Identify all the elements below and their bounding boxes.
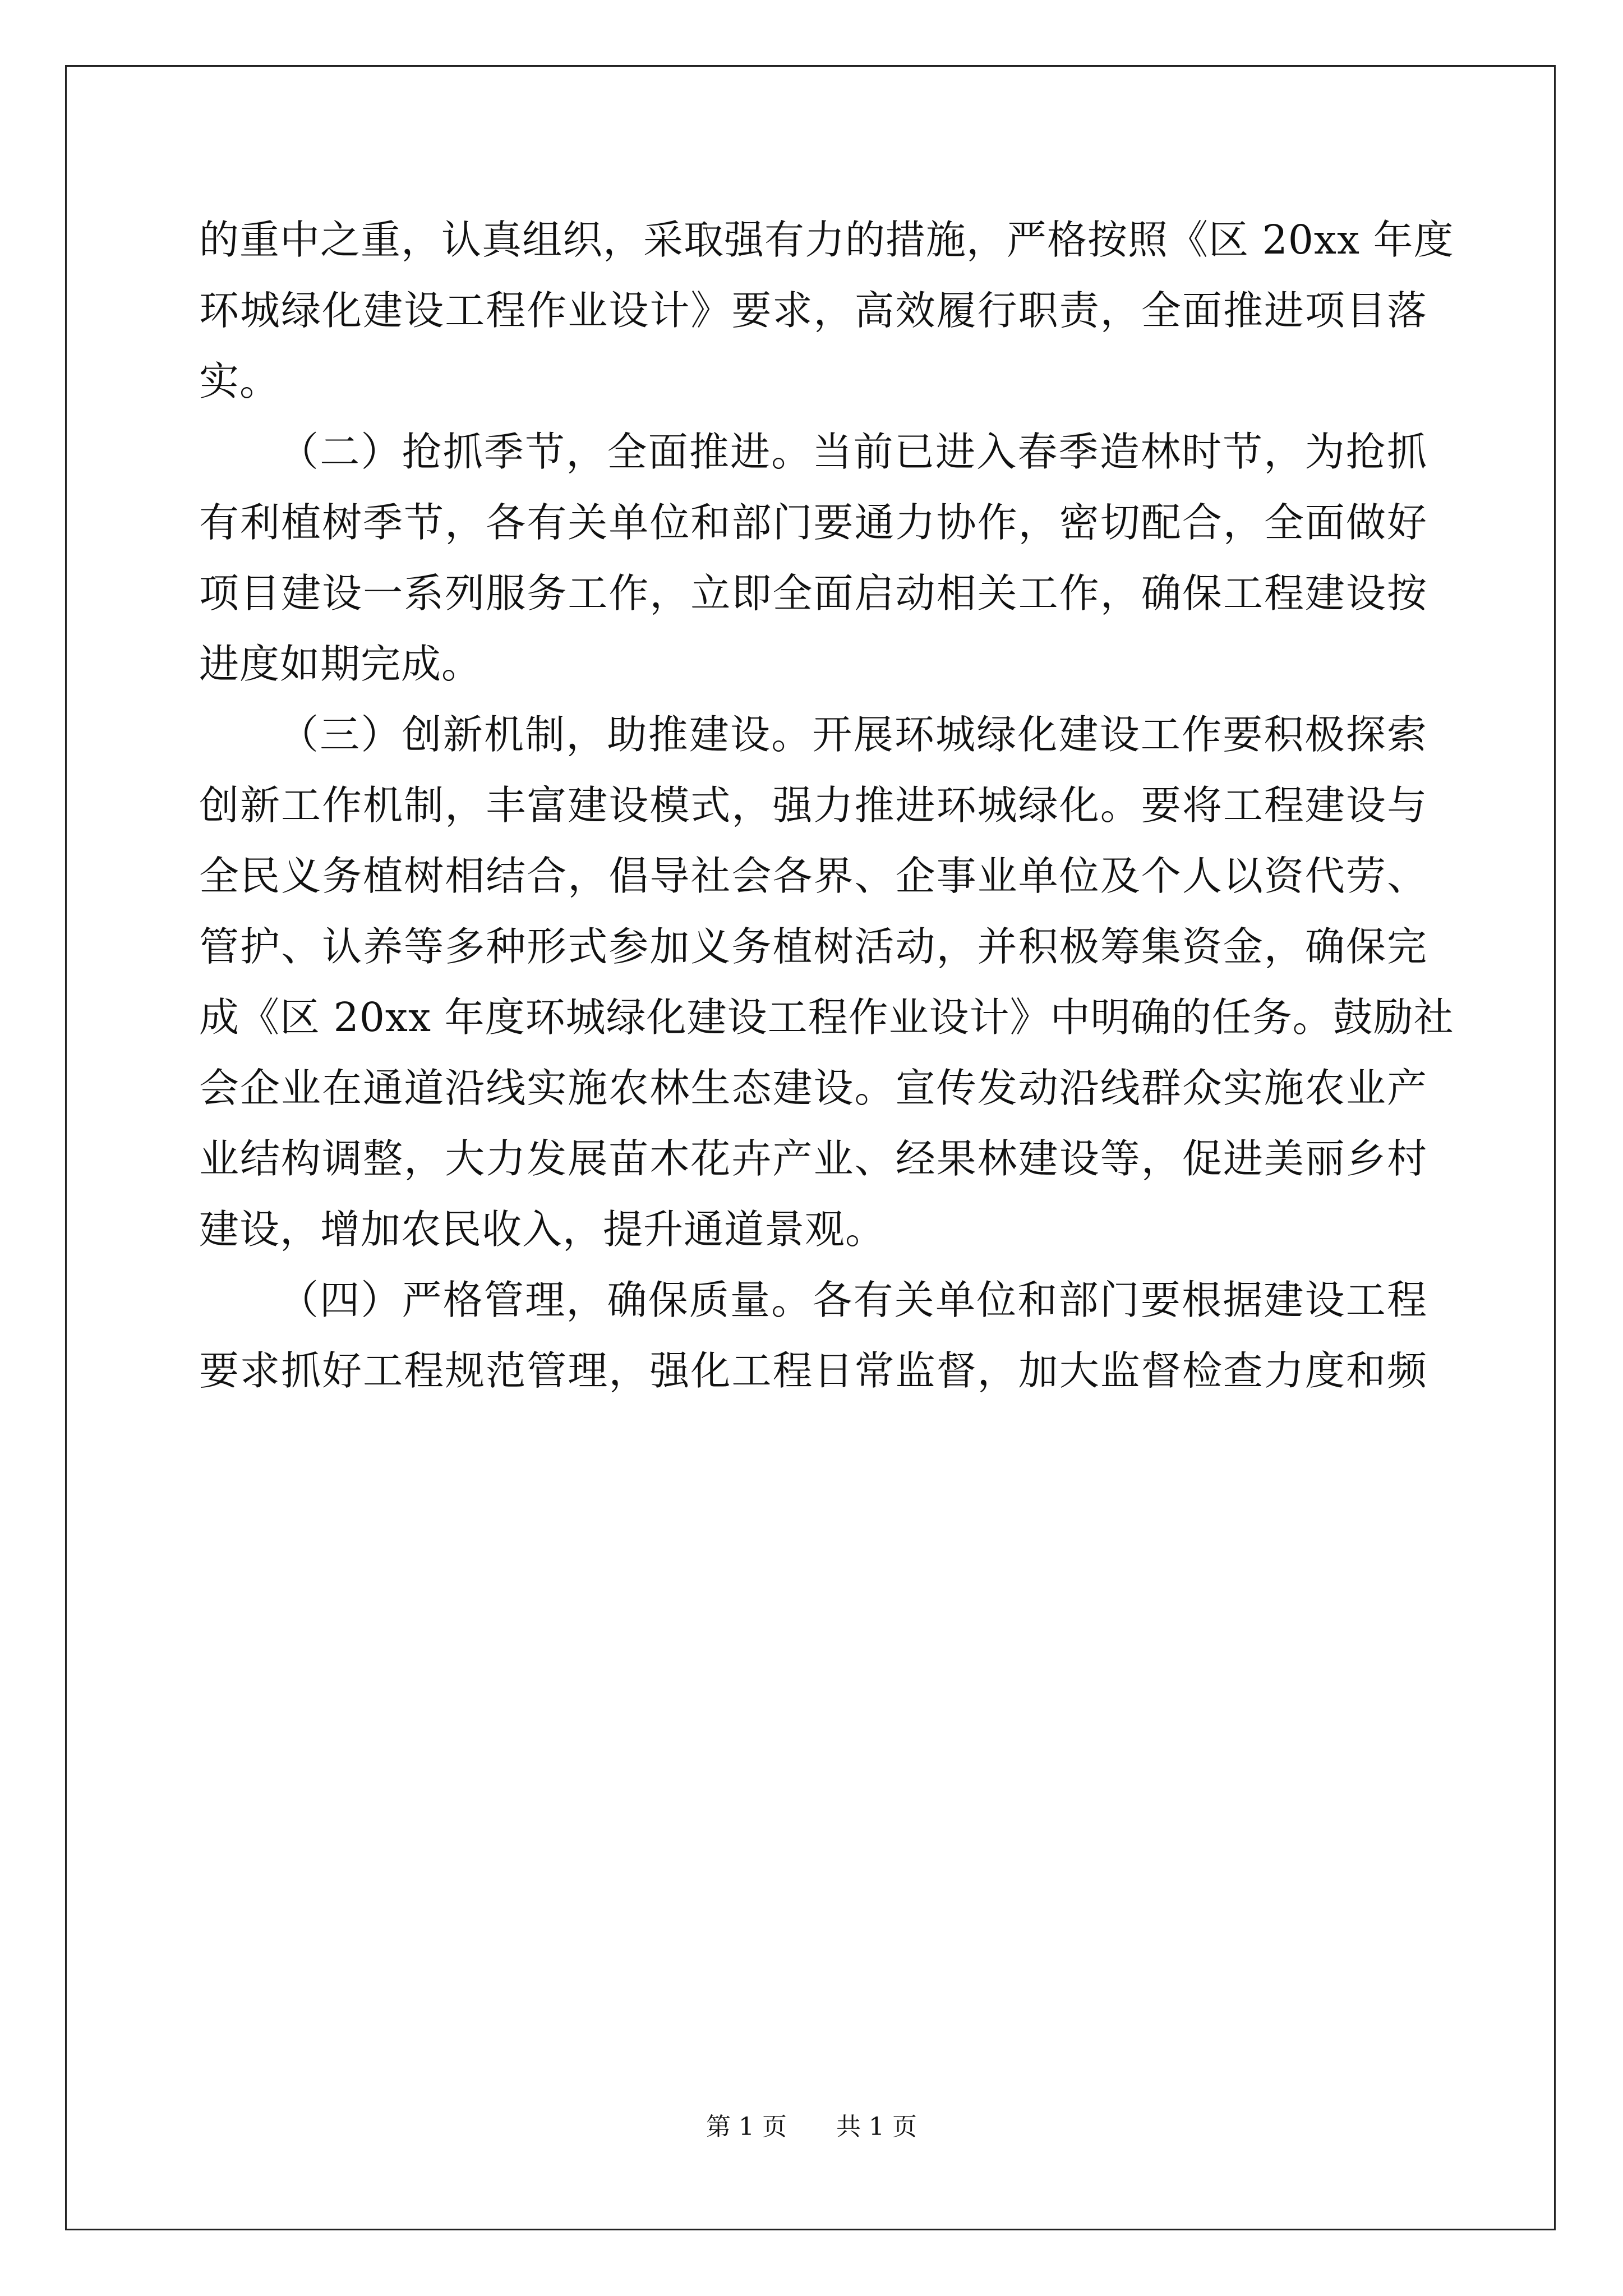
text-line: 创新工作机制，丰富建设模式，强力推进环城绿化。要将工程建设与: [199, 782, 1427, 829]
text-line: 会企业在通道沿线实施农林生态建设。宣传发动沿线群众实施农业产: [199, 1065, 1427, 1111]
text-line: 建设，增加农民收入，提升通道景观。: [199, 1206, 886, 1253]
text-line: 全民义务植树相结合，倡导社会各界、企事业单位及个人以资代劳、: [199, 853, 1427, 899]
text-line: 的重中之重，认真组织，采取强有力的措施，严格按照《区 20xx 年度: [199, 217, 1454, 263]
document-body: [199, 205, 1454, 1406]
text-line: 进度如期完成。: [199, 641, 482, 687]
paragraph-1: [199, 205, 1454, 417]
page-total: 共 1 页: [836, 2113, 917, 2141]
page-number: 第 1 页: [706, 2113, 787, 2141]
text-line: 要求抓好工程规范管理，强化工程日常监督，加大监督检查力度和频: [199, 1347, 1427, 1394]
text-line: （三）创新机制，助推建设。开展环城绿化建设工作要积极探索: [279, 711, 1427, 758]
text-line: 环城绿化建设工程作业设计》要求，高效履行职责，全面推进项目落: [199, 287, 1427, 334]
text-line: 成《区 20xx 年度环城绿化建设工程作业设计》中明确的任务。鼓励社: [199, 994, 1454, 1041]
page-footer: [0, 2106, 1623, 2142]
text-line: 管护、认养等多种形式参加义务植树活动，并积极筹集资金，确保完: [199, 923, 1427, 970]
paragraph-2: [199, 417, 1427, 700]
paragraph-4: [199, 1265, 1427, 1406]
text-line: 有利植树季节，各有关单位和部门要通力协作，密切配合，全面做好: [199, 499, 1427, 546]
text-line: 业结构调整，大力发展苗木花卉产业、经果林建设等，促进美丽乡村: [199, 1135, 1427, 1182]
text-line: 实。: [199, 358, 280, 404]
paragraph-3: [199, 700, 1454, 1265]
text-line: 项目建设一系列服务工作，立即全面启动相关工作，确保工程建设按: [199, 570, 1427, 616]
text-line: （四）严格管理，确保质量。各有关单位和部门要根据建设工程: [279, 1277, 1427, 1323]
text-line: （二）抢抓季节，全面推进。当前已进入春季造林时节，为抢抓: [279, 429, 1427, 475]
